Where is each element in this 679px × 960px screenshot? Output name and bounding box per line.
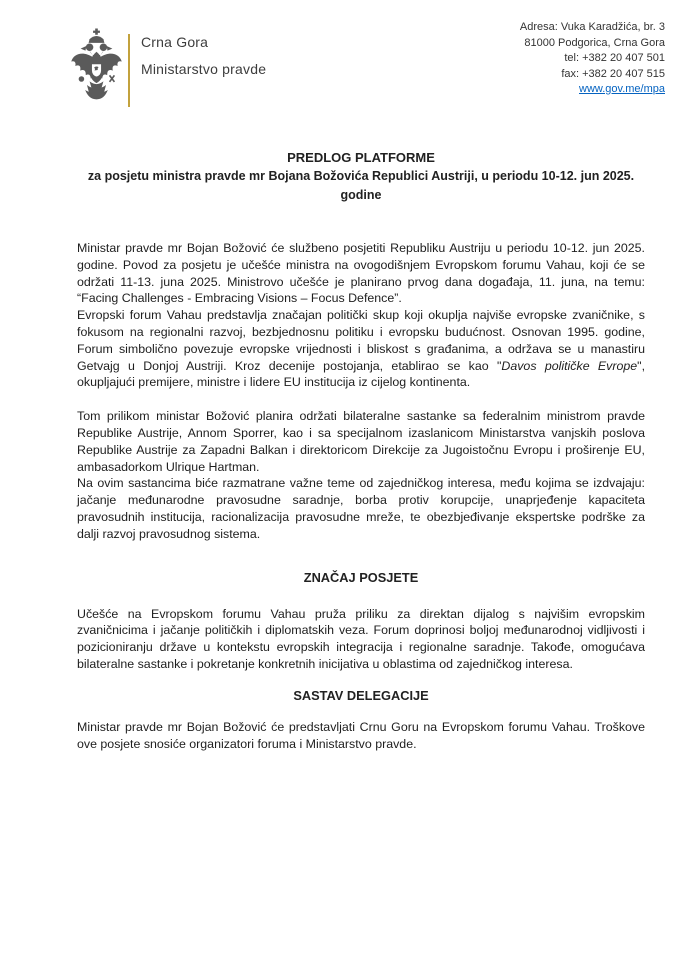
org-country-label: Crna Gora [141,34,209,50]
org-block [141,29,266,83]
org-ministry-label: Ministarstvo pravde [141,61,267,77]
paragraph-group-meetings [77,408,645,542]
paragraph-significance: Učešće na Evropskom forumu Vahau pruža priliku za direktan dijalog s najvišim evropskim zvaničnicima i jačanje političkih i diplomatskih veza. Forum doprinosi boljoj međunarodnoj vidljivosti i pozicioniranju države u kontekstu evropskih integracija i regionalne saradnje. Takođe, omogućava bilateralne sastanke i pokretanje konkretnih inicijativa u oblastima od zajedničkog interesa. [77,606,645,671]
paragraph-bilateral-meetings: Tom prilikom ministar Božović planira održati bilateralne sastanke sa federalnim ministrom pravde Republike Austrije, Annom Sporrer, kao i sa specijalnom izaslanicom Ministarstva vanjskih poslova Republike Austrije za Zapadni Balkan i direktoricom Direkcije za Jugoistočnu Evropu i proširenje EU, ambasadorkom Ulrique Hartman. [77,409,645,474]
document-title: PREDLOG PLATFORME [287,150,435,165]
paragraph-topics: Na ovim sastancima biće razmatrane važne teme od zajedničkog interesa, među kojima se izdvajaju: jačanje međunarodne pravosudne saradnje, borba protiv korupcije, unaprjeđenje kapaciteta pravosudnih institucija, racionalizacija pravosudne mreže, te obezbjeđivanje ekspertske podrške za dalji razvoj pravosudnog sistema. [77,476,645,541]
contact-fax: fax: +382 20 407 515 [561,67,665,80]
paragraph-forum-description [77,307,645,391]
letterhead [0,0,679,120]
paragraph-intro: Ministar pravde mr Bojan Božović će službeno posjetiti Republiku Austriju u periodu 10-12. jun 2025. godine. Povod za posjetu je učešće ministra na ovogodišnjem Evropskom forumu Vahau, koji će se održati 11-13. juna 2025. Ministrovo učešće je planirano prvog dana događaja, 11. juna, na temu: “Facing Challenges - Embracing Visions – Focus Defence”. [77,241,645,306]
text-segment-after-italic: ", okupljajući premijere, ministre i lidere EU institucija iz cijelog kontinenta. [77,358,646,390]
contact-address-line2: 81000 Podgorica, Crna Gora [524,36,665,49]
document-subtitle: za posjetu ministra pravde mr Bojana Božovića Republici Austriji, u periodu 10-12. jun 2025. godine [87,169,635,202]
section-heading-delegation: SASTAV DELEGACIJE [293,687,429,703]
title-block [77,148,645,205]
section-heading-significance: ZNAČAJ POSJETE [303,569,419,585]
contact-block [520,20,665,98]
paragraph-delegation: Ministar pravde mr Bojan Božović će predstavljati Crnu Goru na Evropskom forumu Vahau. Troškove ove posjete snosiće organizatori foruma i Ministarstvo pravde. [77,719,645,751]
website-link[interactable]: www.gov.me/mpa [579,83,665,95]
paragraph-group-intro [77,240,645,391]
contact-address-line1: Adresa: Vuka Karadžića, br. 3 [519,21,665,33]
contact-tel: tel: +382 20 407 501 [564,52,665,64]
letterhead-gold-divider [128,34,130,107]
montenegro-coat-of-arms-icon [68,26,125,110]
document-body [77,148,645,752]
italic-phrase-davos: Davos političke Evrope [501,358,638,373]
text-segment-before-italic: Evropski forum Vahau predstavlja značajan politički skup koji okuplja najviše evropske zvaničnike, s fokusom na regionalni razvoj, bezbjednosnu politiku i evropsku budućnost. Osnovan 1995. godine, Forum simbolično povezuje evropske vrijednosti i bliskost s građanima, a održava se u manastiru Getvajg u Donjoj Austriji. Kroz decenije postojanja, etablirao se kao " [77,308,645,373]
